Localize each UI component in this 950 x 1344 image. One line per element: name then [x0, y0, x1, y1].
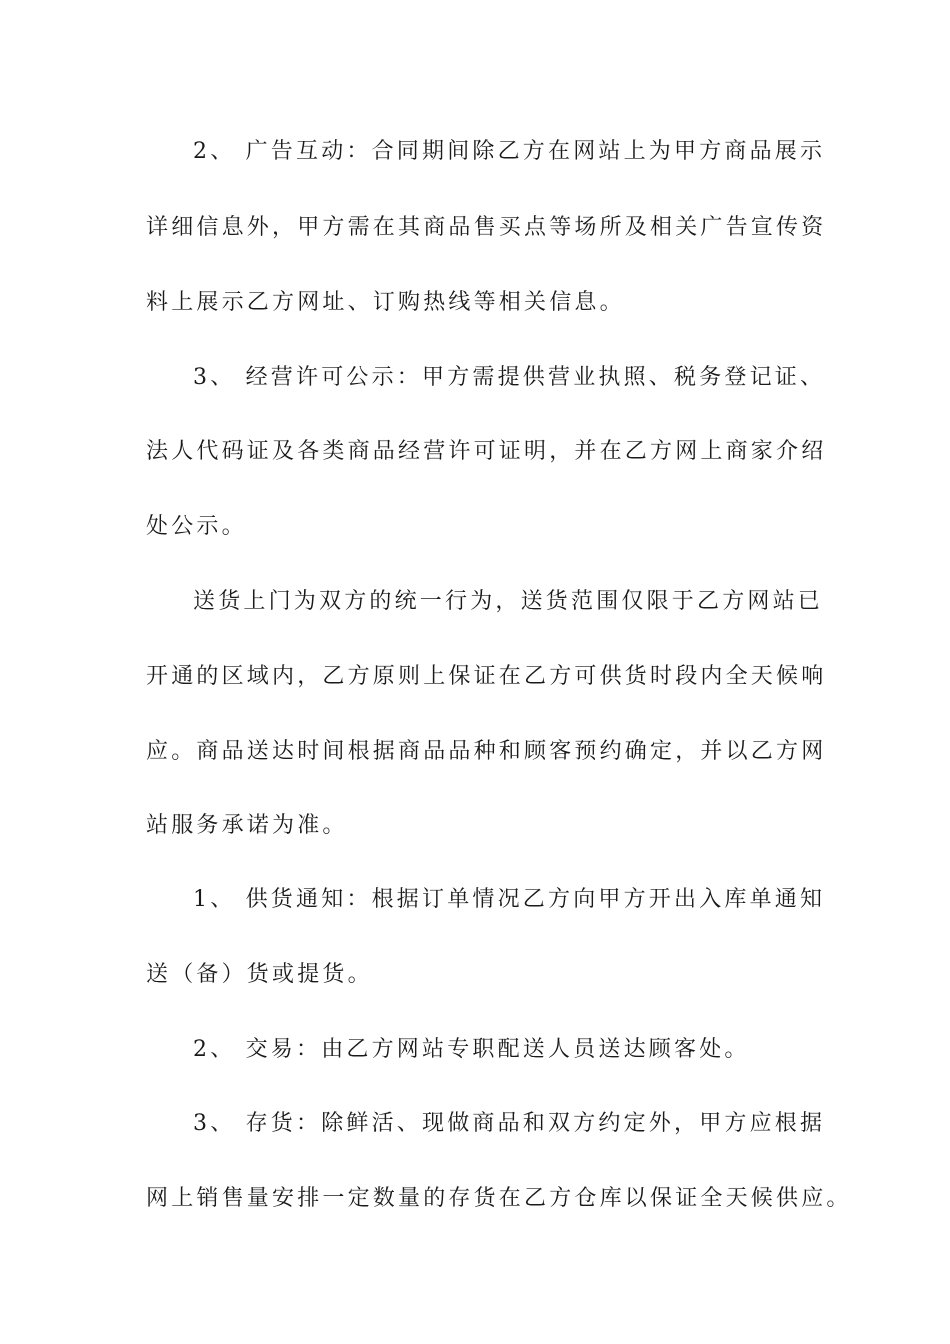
paragraph-3-line-2: 法人代码证及各类商品经营许可证明，并在乙方网上商家介绍 [146, 439, 827, 464]
supply-notice-line-1: 1、 供货通知：根据订单情况乙方向甲方开出入库单通知 [193, 887, 826, 912]
paragraph-3-line-1: 3、 经营许可公示：甲方需提供营业执照、税务登记证、 [193, 365, 826, 390]
paragraph-2-line-2: 详细信息外，甲方需在其商品售买点等场所及相关广告宣传资 [146, 215, 827, 240]
delivery-paragraph-line-3: 应。商品送达时间根据商品品种和顾客预约确定，并以乙方网 [146, 739, 827, 764]
inventory-line-1: 3、 存货：除鲜活、现做商品和双方约定外，甲方应根据 [193, 1111, 826, 1136]
paragraph-2-line-1: 2、 广告互动：合同期间除乙方在网站上为甲方商品展示 [193, 139, 826, 164]
delivery-paragraph-line-1: 送货上门为双方的统一行为，送货范围仅限于乙方网站已 [193, 589, 824, 614]
transaction-line-1: 2、 交易：由乙方网站专职配送人员送达顾客处。 [193, 1037, 750, 1062]
supply-notice-line-2: 送（备）货或提货。 [146, 962, 373, 987]
delivery-paragraph-line-2: 开通的区域内，乙方原则上保证在乙方可供货时段内全天候响 [146, 664, 827, 689]
inventory-line-2: 网上销售量安排一定数量的存货在乙方仓库以保证全天候供应。 [146, 1186, 852, 1211]
paragraph-3-line-3: 处公示。 [146, 514, 247, 539]
paragraph-2-line-3: 料上展示乙方网址、订购热线等相关信息。 [146, 290, 625, 315]
delivery-paragraph-line-4: 站服务承诺为准。 [146, 813, 348, 838]
